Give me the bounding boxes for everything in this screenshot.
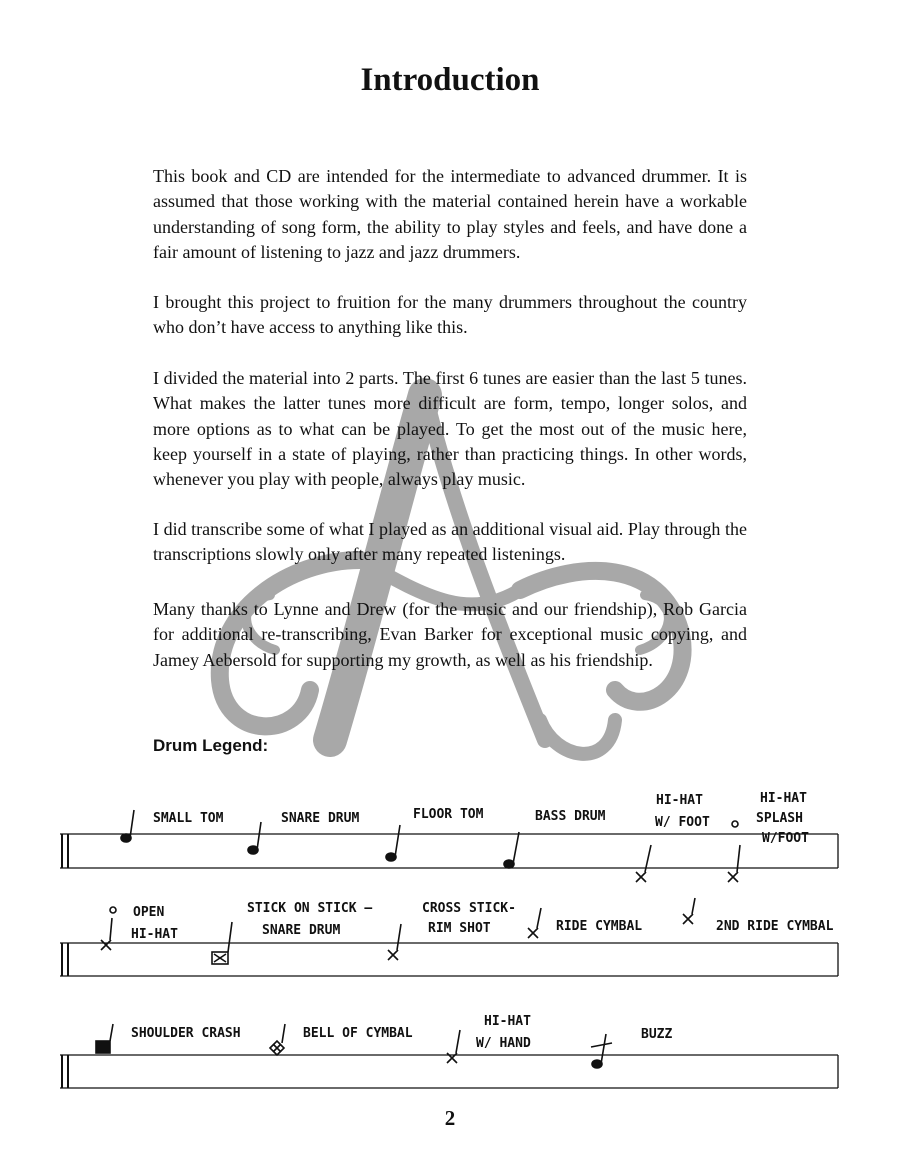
small-tom-note	[121, 810, 134, 842]
bell-of-cymbal-note	[270, 1024, 285, 1055]
label-hihat-splash-2: SPLASH	[756, 811, 803, 826]
hihat-splash-note	[728, 821, 740, 882]
hihat-foot-note	[636, 845, 651, 882]
label-hihat-splash-3: W/FOOT	[762, 831, 809, 846]
label-bell-of-cymbal: BELL OF CYMBAL	[303, 1026, 413, 1041]
page-number: 2	[444, 1106, 456, 1130]
label-shoulder-crash: SHOULDER CRASH	[131, 1026, 241, 1041]
paragraph-intro: This book and CD are intended for the intermediate to advanced drummer. It is assumed that those working with the material contained herein have a workable understanding of song form, the ability to play styles and feels, and have done a fair amount of listening to jazz and jazz drummers.	[153, 166, 747, 262]
label-hihat-hand-1: HI-HAT	[484, 1014, 531, 1029]
label-hihat-foot-2: W/ FOOT	[655, 815, 710, 830]
paragraph-structure: I divided the material into 2 parts. The first 6 tunes are easier than the last 5 tunes. What makes the latter tunes more difficult are form, tempo, longer solos, and more options as to what can be played. To get the most out of the music here, keep yourself in a state of playing, rather than practicing things. In other words, whenever you play with people, always play music.	[153, 368, 747, 490]
label-stick-on-stick-1: STICK ON STICK –	[247, 901, 373, 916]
paragraph-thanks: Many thanks to Lynne and Drew (for the music and our friendship), Rob Garcia for additional re-transcribing, Evan Barker for exceptional music copying, and Jamey Aebersold for supporting my growth, as well as his friendship.	[153, 599, 747, 670]
label-bass-drum: BASS DRUM	[535, 809, 606, 824]
label-buzz: BUZZ	[641, 1027, 673, 1042]
buzz-note	[591, 1034, 612, 1068]
paragraph-transcriptions: I did transcribe some of what I played as an additional visual aid. Play through the transcriptions slowly only after many repeated listenings.	[153, 519, 747, 565]
drum-legend-notation	[0, 780, 900, 1110]
label-open-hihat-1: OPEN	[133, 905, 165, 920]
label-snare-drum: SNARE DRUM	[281, 811, 360, 826]
label-second-ride-cymbal: 2ND RIDE CYMBAL	[716, 919, 834, 934]
drum-legend-heading: Drum Legend:	[153, 736, 269, 755]
label-hihat-splash-1: HI-HAT	[760, 791, 807, 806]
paragraph-purpose: I brought this project to fruition for the many drummers throughout the country who don’t have access to anything like this.	[153, 292, 747, 338]
staff-row-1	[60, 834, 838, 868]
page-title: Introduction	[360, 62, 540, 98]
label-floor-tom: FLOOR TOM	[413, 807, 484, 822]
label-ride-cymbal: RIDE CYMBAL	[556, 919, 643, 934]
ride-cymbal-note	[528, 908, 541, 938]
label-small-tom: SMALL TOM	[153, 811, 224, 826]
staff-row-2	[60, 943, 838, 976]
hihat-hand-note	[447, 1030, 460, 1063]
bass-drum-note	[504, 832, 519, 868]
label-cross-stick-1: CROSS STICK-	[422, 901, 516, 916]
second-ride-cymbal-note	[683, 898, 695, 924]
label-open-hihat-2: HI-HAT	[131, 927, 178, 942]
label-hihat-hand-2: W/ HAND	[476, 1036, 531, 1051]
cross-stick-note	[388, 924, 401, 960]
label-cross-stick-2: RIM SHOT	[428, 921, 491, 936]
shoulder-crash-note	[96, 1024, 113, 1053]
label-stick-on-stick-2: SNARE DRUM	[262, 923, 341, 938]
label-hihat-foot-1: HI-HAT	[656, 793, 703, 808]
floor-tom-note	[386, 825, 400, 861]
snare-drum-note	[248, 822, 261, 854]
